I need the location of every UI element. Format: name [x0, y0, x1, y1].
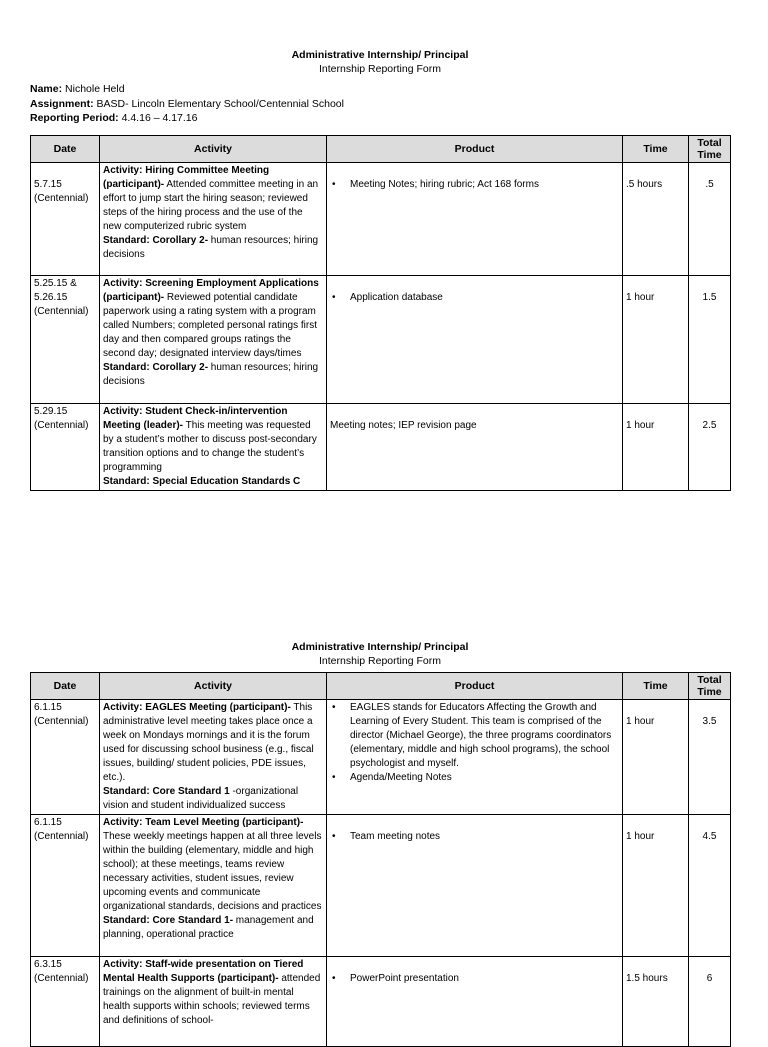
standard-text: human resources; hiring decisions: [103, 361, 319, 387]
activity-text: These weekly meetings happen at all three levels within the building (elementary, middle and high school); at these meetings, teams review necessary activities, student issues, review upcoming events and communicate organizational standards, decisions and practices: [103, 831, 322, 912]
product-item: • Team meeting notes: [350, 830, 619, 844]
total-time-value: .5: [705, 178, 714, 190]
form-title: Administrative Internship/ Principal: [291, 641, 469, 653]
standard-label: Standard: Corollary 2-: [103, 361, 209, 373]
form-title: Administrative Internship/ Principal: [291, 49, 469, 61]
product-text: Meeting notes; IEP revision page: [330, 419, 477, 431]
time-value: 1 hour: [626, 716, 655, 727]
time-value: 1 hour: [626, 831, 655, 842]
location-value: (Centennial): [34, 305, 89, 317]
date-value: 5.29.15: [34, 405, 68, 417]
period-label: Reporting Period:: [30, 112, 119, 124]
location-value: (Centennial): [34, 192, 89, 204]
standard-label: Standard: Corollary 2-: [103, 234, 209, 246]
period-value: 4.4.16 – 4.17.16: [118, 112, 198, 124]
table-row: [31, 815, 731, 957]
name-label: Name:: [30, 83, 63, 95]
time-cell: [623, 162, 689, 275]
time-column-header: Time: [623, 135, 689, 162]
standard-text: -organizational vision and student individualized success: [103, 786, 299, 811]
date-column-header: Date: [31, 135, 100, 162]
product-cell: [327, 700, 623, 815]
form-page-1: [30, 48, 730, 491]
date-cell: [31, 700, 100, 815]
product-item: • Agenda/Meeting Notes: [350, 771, 619, 785]
table-row: [31, 957, 731, 1047]
total-time-cell: [689, 162, 731, 275]
total-time-value: 1.5: [702, 291, 717, 303]
activity-text: attended trainings on the alignment of built-in mental health supports within schools; reviewed terms and definitions of school-: [103, 973, 321, 1026]
table-header-row: [31, 135, 731, 162]
activity-title: Activity: Hiring Committee Meeting (participant)-: [103, 164, 270, 190]
date-value: 5.25.15 & 5.26.15: [34, 277, 77, 303]
time-value: 1.5 hours: [626, 973, 668, 984]
date-value: 5.7.15: [34, 178, 62, 190]
date-value: 6.3.15: [34, 959, 62, 970]
product-cell: [327, 957, 623, 1047]
total-time-value: 3.5: [702, 716, 717, 727]
time-cell: [623, 403, 689, 490]
product-column-header: Product: [327, 135, 623, 162]
time-cell: [623, 815, 689, 957]
table-row: [31, 403, 731, 490]
product-list: [330, 816, 619, 844]
activity-title: Activity: Staff-wide presentation on Tiered Mental Health Supports (participant)-: [103, 959, 304, 984]
standard-text: human resources; hiring decisions: [103, 234, 319, 260]
total-time-cell: [689, 815, 731, 957]
time-value: .5 hours: [626, 178, 663, 190]
report-table-2: [30, 672, 731, 1047]
activity-title: Activity: Screening Employment Applications (participant)-: [103, 277, 319, 303]
activity-text: This administrative level meeting takes place once a week on Mondays mornings and it is the forum used for discussing school business (e.g., fiscal issues, building/ student policies, PDE issues, etc.).: [103, 702, 314, 783]
activity-text: This meeting was requested by a student’s mother to discuss post-secondary transition options and to change the student’s programming: [103, 419, 317, 473]
location-value: (Centennial): [34, 716, 89, 727]
product-list: [330, 164, 619, 192]
product-item: • PowerPoint presentation: [350, 972, 619, 986]
date-column-header: Date: [31, 673, 100, 700]
assignment-label: Assignment:: [30, 97, 94, 110]
table-row: [31, 162, 731, 275]
total-time-value: 2.5: [702, 419, 717, 431]
activity-cell: [100, 815, 327, 957]
time-cell: [623, 957, 689, 1047]
total-time-cell: [689, 700, 731, 815]
time-value: 1 hour: [626, 291, 655, 303]
total-time-value: 6: [706, 973, 713, 984]
activity-column-header: Activity: [100, 673, 327, 700]
activity-title: Activity: EAGLES Meeting (participant)-: [103, 702, 291, 713]
standard-text: management and planning, operational practice: [103, 915, 314, 940]
total-time-cell: [689, 403, 731, 490]
date-cell: [31, 275, 100, 403]
product-cell: [327, 403, 623, 490]
period-line: [30, 111, 730, 126]
activity-cell: [100, 162, 327, 275]
activity-cell: [100, 403, 327, 490]
product-list: [330, 958, 619, 986]
total-time-column-header: Total Time: [689, 135, 731, 162]
total-time-value: 4.5: [702, 831, 717, 842]
standard-label: Standard: Core Standard 1-: [103, 915, 234, 926]
date-value: 6.1.15: [34, 817, 62, 828]
form-subtitle: Internship Reporting Form: [319, 655, 441, 667]
form-page-2: [30, 640, 730, 1047]
date-cell: [31, 957, 100, 1047]
standard-label: Standard: Core Standard 1: [103, 786, 230, 797]
activity-text: Attended committee meeting in an effort to jump start the hiring season; reviewed steps of the hiring process and the use of the new computerized rubric system: [103, 178, 319, 232]
form-meta: [30, 82, 730, 126]
date-cell: [31, 162, 100, 275]
location-value: (Centennial): [34, 973, 89, 984]
time-cell: [623, 275, 689, 403]
table-row: [31, 700, 731, 815]
time-column-header: Time: [623, 673, 689, 700]
assignment-value: BASD- Lincoln Elementary School/Centennial School: [93, 97, 344, 110]
activity-cell: [100, 275, 327, 403]
activity-cell: [100, 700, 327, 815]
activity-text: Reviewed potential candidate paperwork using a rating system with a program called Numbers; completed personal ratings first day and then compared groups ratings the second day; designated interview days/times: [103, 291, 317, 359]
activity-column-header: Activity: [100, 135, 327, 162]
product-item: • EAGLES stands for Educators Affecting the Growth and Learning of Every Student. This team is comprised of the director (Michael George), the three programs coordinators (elementary, middle and high school programs), the school psychologist and myself.: [350, 701, 619, 771]
product-column-header: Product: [327, 673, 623, 700]
form-subtitle: Internship Reporting Form: [319, 63, 441, 75]
location-value: (Centennial): [34, 831, 89, 842]
time-cell: [623, 700, 689, 815]
activity-title: Activity: Student Check-in/intervention Meeting (leader)-: [103, 405, 288, 431]
date-value: 6.1.15: [34, 702, 62, 713]
product-cell: [327, 275, 623, 403]
total-time-cell: [689, 275, 731, 403]
activity-title: Activity: Team Level Meeting (participant)-: [103, 817, 304, 828]
time-value: 1 hour: [626, 419, 655, 431]
report-table-1: [30, 135, 731, 491]
location-value: (Centennial): [34, 419, 89, 431]
product-item: • Meeting Notes; hiring rubric; Act 168 forms: [350, 178, 619, 192]
activity-cell: [100, 957, 327, 1047]
name-line: [30, 82, 730, 97]
total-time-column-header: Total Time: [689, 673, 731, 700]
date-cell: [31, 403, 100, 490]
date-cell: [31, 815, 100, 957]
table-row: [31, 275, 731, 403]
product-list: [330, 701, 619, 785]
name-value: Nichole Held: [62, 83, 125, 95]
total-time-cell: [689, 957, 731, 1047]
product-list: [330, 277, 619, 305]
product-item: • Application database: [350, 291, 619, 305]
product-cell: [327, 162, 623, 275]
assignment-line: [30, 97, 730, 112]
standard-label: Standard: Special Education Standards C: [103, 475, 301, 487]
table-header-row: [31, 673, 731, 700]
product-cell: [327, 815, 623, 957]
